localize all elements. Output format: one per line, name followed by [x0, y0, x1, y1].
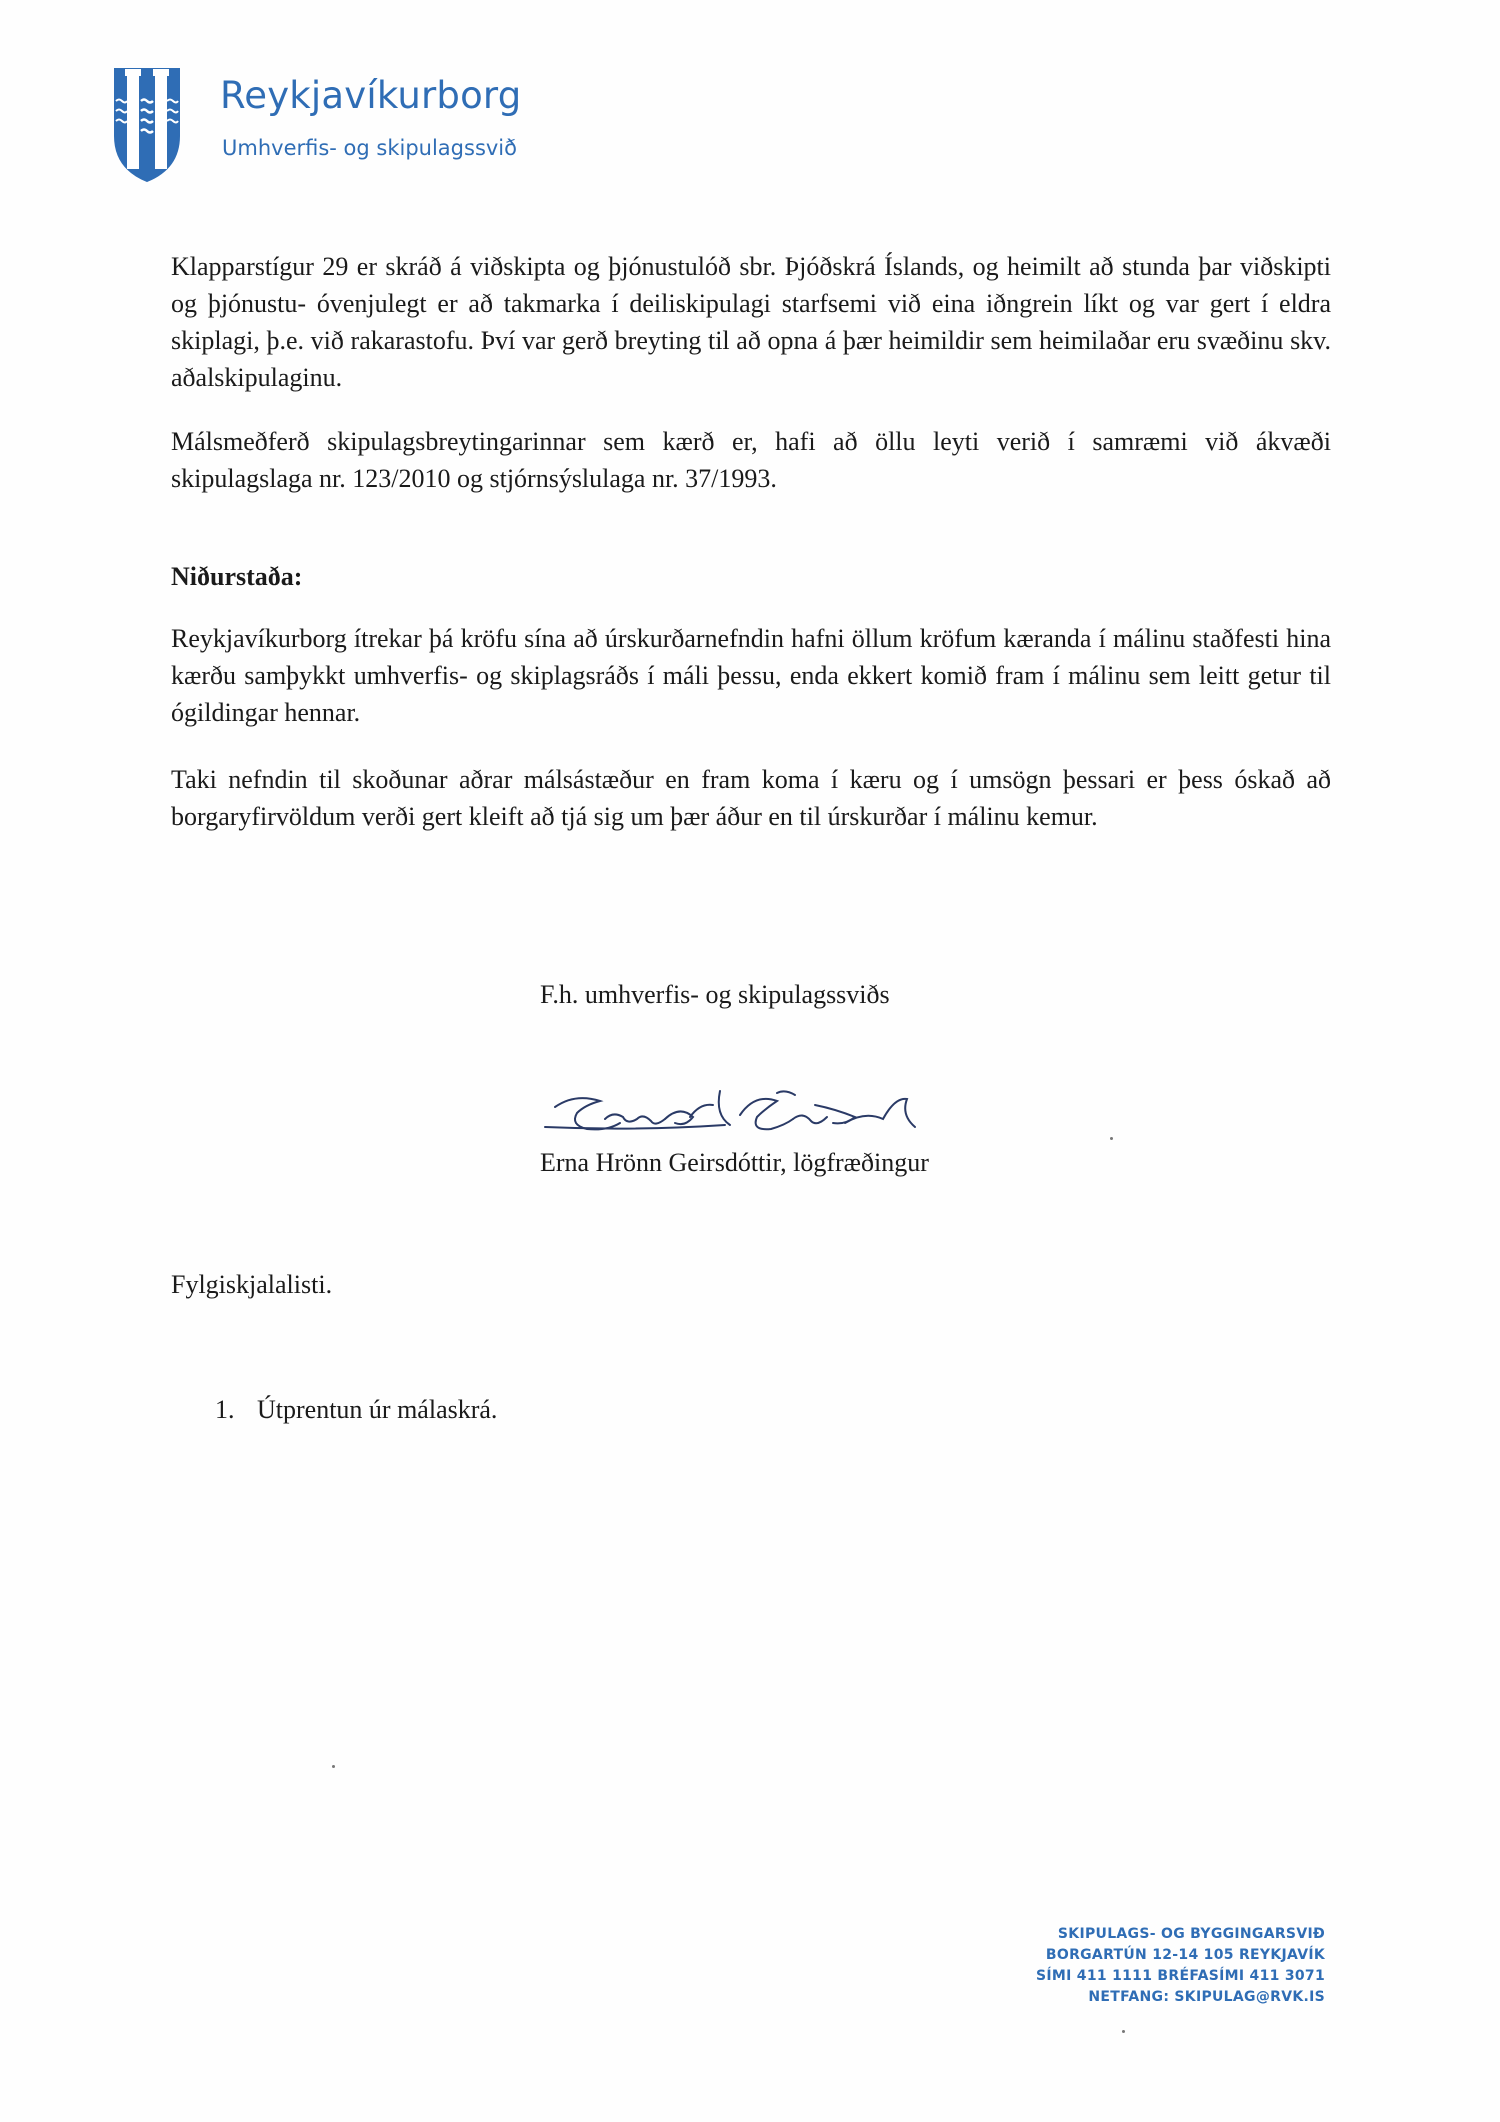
organization-name: Reykjavíkurborg [220, 74, 522, 117]
letterhead [112, 66, 712, 186]
scan-speck [332, 1765, 335, 1768]
footer-department: SKIPULAGS- OG BYGGINGARSVIÐ [1057, 1926, 1325, 1942]
paragraph-further-review: Taki nefndin til skoðunar aðrar málsástæður en fram koma í kæru og í umsögn þessari er þess óskað að borgaryfirvöldum verði gert kleift að tjá sig um þær áður en til úrskurðar í málinu kemur. [171, 765, 1331, 831]
list-item-number: 1. [215, 1395, 235, 1424]
conclusion-heading: Niðurstaða: [171, 562, 303, 591]
attachments-title: Fylgiskjalalisti. [171, 1270, 333, 1299]
letter-footer [1036, 1924, 1325, 2008]
signer-name: Erna Hrönn Geirsdóttir, lögfræðingur [540, 1148, 929, 1177]
scan-speck [1122, 2030, 1125, 2033]
department-name: Umhverfis- og skipulagssvið [222, 136, 517, 160]
list-item-label: Útprentun úr málaskrá. [257, 1395, 498, 1424]
scan-speck [1110, 1137, 1113, 1140]
paragraph-zoning: Klapparstígur 29 er skráð á viðskipta og þjónustulóð sbr. Þjóðskrá Íslands, og heimilt að stunda þar viðskipti og þjónustu- óvenjulegt er að takmarka í deiliskipulagi starfsemi við eina iðngrein líkt og var gert í eldra skiplagi, þ.e. við rakarastofu. Því var gerð breyting til að opna á þær heimildir sem heimilaðar eru svæðinu skv. aðalskipulaginu. [171, 252, 1331, 392]
reykjavik-coat-of-arms-icon [112, 66, 182, 184]
footer-email: NETFANG: SKIPULAG@RVK.IS [1088, 1989, 1325, 2005]
attachments-list [215, 1395, 497, 1425]
signoff-line: F.h. umhverfis- og skipulagssviðs [540, 980, 890, 1009]
footer-address: BORGARTÚN 12-14 105 REYKJAVÍK [1045, 1947, 1325, 1963]
list-item [215, 1395, 497, 1425]
footer-phone: SÍMI 411 1111 BRÉFASÍMI 411 3071 [1035, 1968, 1325, 1984]
paragraph-procedure: Málsmeðferð skipulagsbreytingarinnar sem kærð er, hafi að öllu leyti verið í samræmi við ákvæði skipulagslaga nr. 123/2010 og stjórnsýslulaga nr. 37/1993. [171, 427, 1331, 493]
paragraph-conclusion: Reykjavíkurborg ítrekar þá kröfu sína að úrskurðarnefndin hafni öllum kröfum kæranda í málinu staðfesti hina kærðu samþykkt umhverfis- og skiplagsráðs í máli þessu, enda ekkert komið fram í málinu sem leitt getur til ógildingar hennar. [171, 624, 1331, 727]
